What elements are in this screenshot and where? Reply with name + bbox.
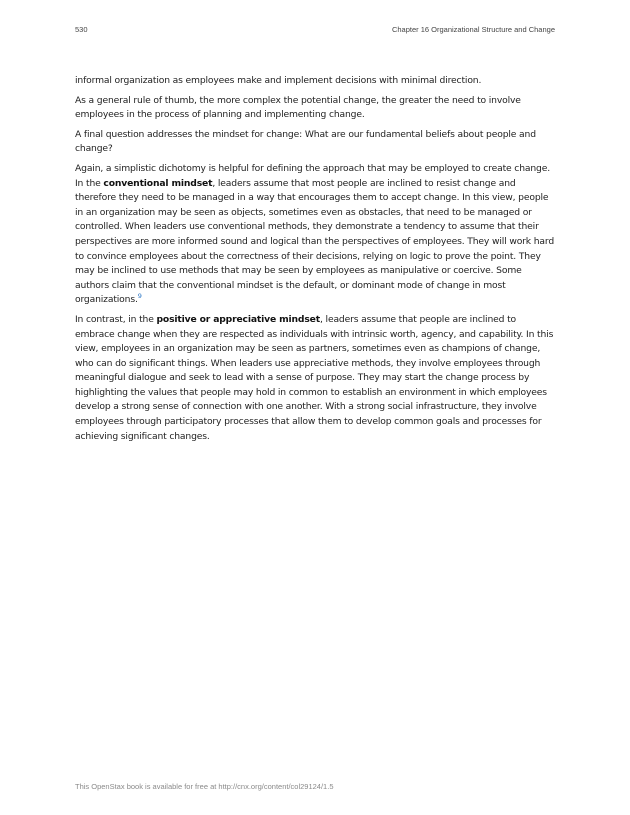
paragraph-2: As a general rule of thumb, the more complex the potential change, the greater the need to involve employees in the process of planning and implementing change. xyxy=(75,94,521,121)
paragraph-1: informal organization as employees make and implement decisions with minimal direction. xyxy=(75,75,482,86)
paragraph-5-text-start: In contrast, in the xyxy=(75,313,157,325)
paragraph-5-text-end: , leaders assume that people are inclined to embrace change when they are respected as individuals with intrinsic worth, agency, and capability. In this view, employees in an organization may be seen as partners, sometimes even as champions of change, who can do significant things. When leaders use appreciative methods, they involve employees through meaningful dialogue and seek to lead with a sense of purpose. They may start the change process by highlighting the values that people may hold in common to establish an environment in which employees develop a strong sense of connection with one another. With a strong social infrastructure, they involve employees through participatory processes that allow them to develop common goals and processes for achieving significant changes. xyxy=(75,313,554,442)
paragraph-4-text-end: , leaders assume that most people are inclined to resist change and therefore they need to be managed in a way that encourages them to accept change. In this view, people in an organization may be seen as objects, sometimes even as obstacles, that need to be managed or controlled. When leaders use conventional methods, they demonstrate a tendency to assume that their perspectives are more informed sound and logical than the perspectives of employees. They will work hard to convince employees about the correctness of their decisions, relying on logic to prove the point. They may be inclined to use methods that may be seen by employees as manipulative or coercive. Some authors claim that the conventional mindset is the default, or dominant mode of change in most organizations. xyxy=(75,177,555,306)
key-term-appreciative-mindset: positive or appreciative mindset xyxy=(156,313,320,325)
chapter-title: Chapter 16 Organizational Structure and Change xyxy=(391,25,555,34)
paragraph-4-text-start: Again, a simplistic dichotomy is helpful for defining the approach that may be employed to create change. In the xyxy=(75,162,550,189)
paragraph-4 xyxy=(75,162,557,308)
page-footer: This OpenStax book is available for free at http://cnx.org/content/col29124/1.5 xyxy=(75,782,334,791)
page-header xyxy=(75,25,555,37)
paragraph-5 xyxy=(75,313,557,444)
page-number: 530 xyxy=(75,25,88,34)
body-text xyxy=(75,74,557,449)
paragraph-3: A final question addresses the mindset for change: What are our fundamental beliefs about people and change? xyxy=(75,128,536,155)
key-term-conventional-mindset: conventional mindset xyxy=(103,177,213,189)
footnote-link[interactable]: 9 xyxy=(137,292,142,301)
